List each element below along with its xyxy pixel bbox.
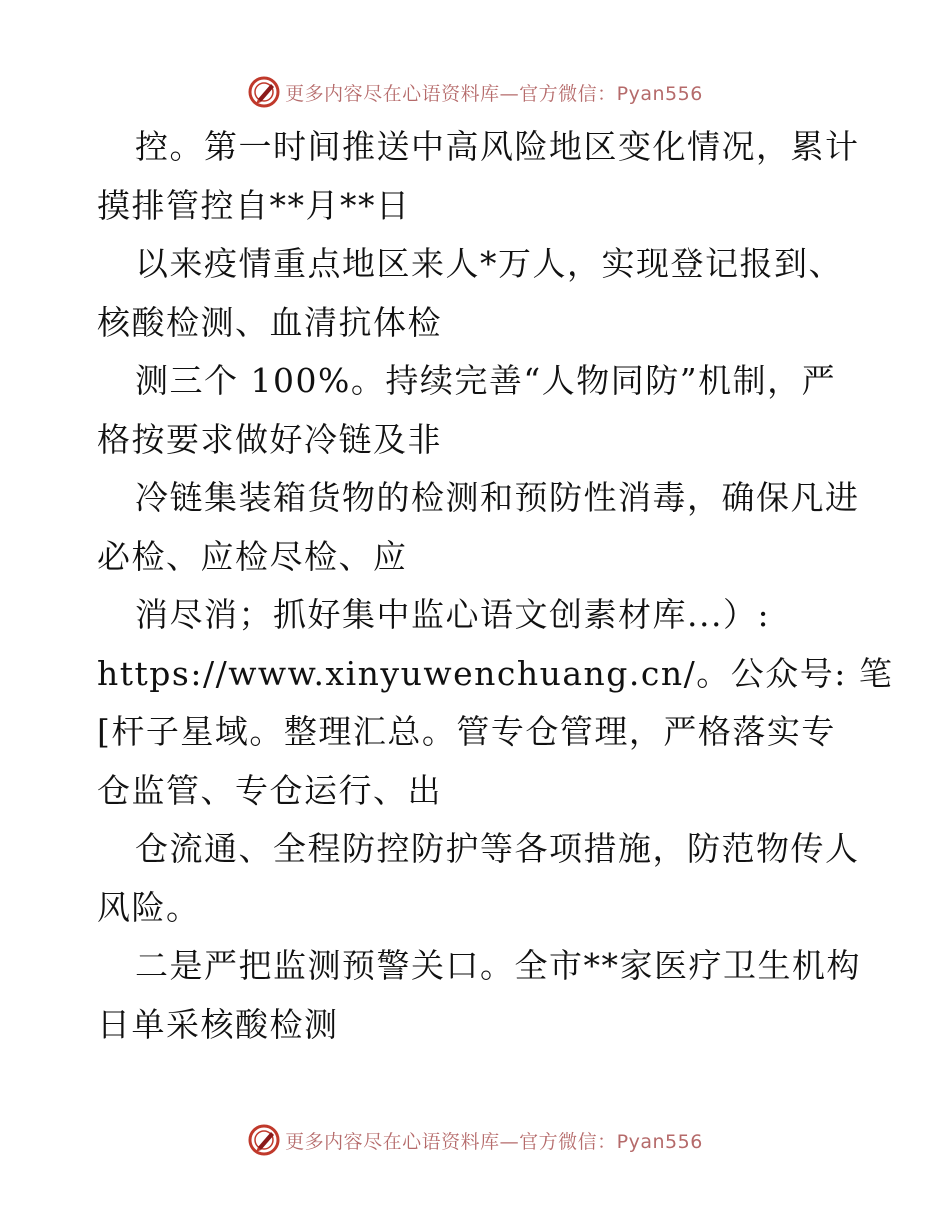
paragraph-line: 仓监管、专仓运行、出 bbox=[97, 770, 442, 810]
header-banner bbox=[0, 72, 950, 112]
footer-banner-label: 更多内容尽在心语资料库—官方微信： bbox=[285, 1130, 617, 1153]
footer-banner bbox=[0, 1120, 950, 1160]
paragraph-line: 格按要求做好冷链及非 bbox=[97, 419, 442, 459]
paragraph-line: 日单采核酸检测 bbox=[97, 1004, 339, 1044]
document-body bbox=[97, 118, 894, 1054]
paragraph-line: 必检、应检尽检、应 bbox=[97, 536, 408, 576]
paragraph-line: 二是严把监测预警关口。全市**家医疗卫生机构 bbox=[135, 946, 861, 985]
paragraph-line: 风险。 bbox=[97, 887, 201, 927]
footer-wechat-id: Pyan556 bbox=[616, 1130, 703, 1153]
pen-logo-icon bbox=[247, 1123, 281, 1157]
paragraph-line: 以来疫情重点地区来人*万人，实现登记报到、 bbox=[135, 244, 843, 283]
paragraph-line: 消尽消；抓好集中监心语文创素材库...）: bbox=[135, 595, 771, 634]
paragraph-line: 测三个 100%。持续完善“人物同防”机制，严 bbox=[135, 361, 837, 400]
paragraph-line: 仓流通、全程防控防护等各项措施，防范物传人 bbox=[135, 829, 860, 868]
header-banner-text bbox=[285, 79, 703, 106]
paragraph-line: [杆子星域。整理汇总。管专仓管理，严格落实专 bbox=[97, 712, 836, 751]
header-banner-label: 更多内容尽在心语资料库—官方微信： bbox=[285, 82, 617, 105]
paragraph-line: https://www.xinyuwenchuang.cn/。公众号: 笔 bbox=[97, 653, 894, 693]
paragraph-line: 冷链集装箱货物的检测和预防性消毒，确保凡进 bbox=[135, 478, 860, 517]
paragraph-line: 控。第一时间推送中高风险地区变化情况，累计 bbox=[135, 127, 860, 166]
footer-banner-text bbox=[285, 1127, 703, 1154]
pen-logo-icon bbox=[247, 75, 281, 109]
paragraph-line: 摸排管控自**月**日 bbox=[97, 185, 411, 225]
header-wechat-id: Pyan556 bbox=[616, 82, 703, 105]
paragraph-line: 核酸检测、血清抗体检 bbox=[97, 302, 442, 342]
